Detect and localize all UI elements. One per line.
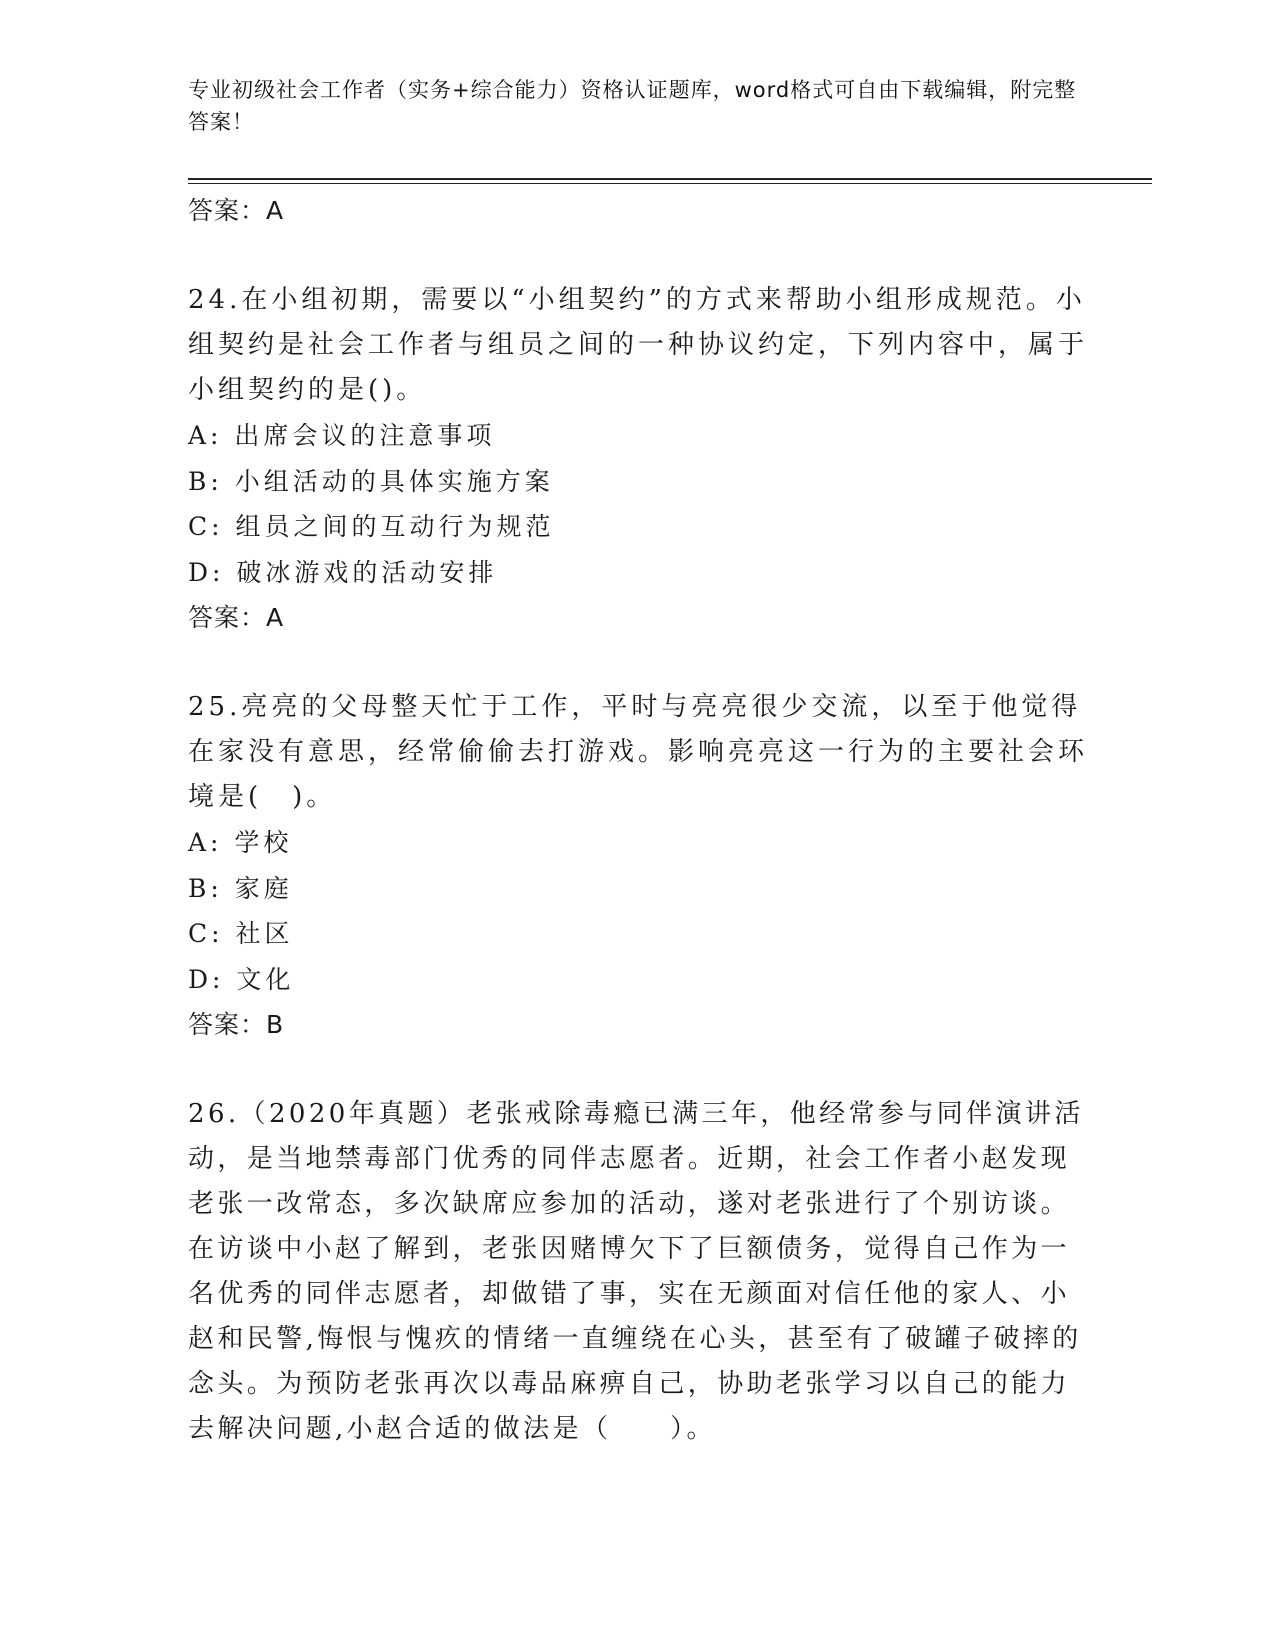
answer: 答案：A bbox=[188, 603, 285, 632]
option-c: C: 组员之间的互动行为规范 bbox=[188, 512, 555, 541]
previous-answer: 答案：A bbox=[188, 196, 285, 225]
document-body bbox=[188, 188, 1088, 1452]
answer: 答案：B bbox=[188, 1010, 285, 1039]
question-24 bbox=[188, 278, 1088, 640]
question-25 bbox=[188, 685, 1088, 1047]
question-26 bbox=[188, 1092, 1088, 1452]
header-text: 专业初级社会工作者（实务+综合能力）资格认证题库，word格式可自由下载编辑，附完整答案！ bbox=[188, 78, 1077, 134]
option-b: B: 小组活动的具体实施方案 bbox=[188, 466, 554, 496]
header-divider-thick bbox=[188, 178, 1152, 180]
header-divider-thin bbox=[188, 183, 1152, 184]
option-a: A: 学校 bbox=[188, 828, 293, 857]
question-text: 26.（2020年真题）老张戒除毒瘾已满三年，他经常参与同伴演讲活动，是当地禁毒部门优秀的同伴志愿者。近期，社会工作者小赵发现老张一改常态，多次缺席应参加的活动，遂对老张进行了个别访谈。在访谈中小赵了解到，老张因赌博欠下了巨额债务，觉得自己作为一名优秀的同伴志愿者，却做错了事，实在无颜面对信任他的家人、小赵和民警,悔恨与愧疚的情绪一直缠绕在心头，甚至有了破罐子破摔的念头。为预防老张再次以毒品麻痹自己，协助老张学习以自己的能力去解决问题,小赵合适的做法是（ ）。 bbox=[188, 1099, 1084, 1444]
question-text: 25.亮亮的父母整天忙于工作，平时与亮亮很少交流，以至于他觉得在家没有意思，经常偷偷去打游戏。影响亮亮这一行为的主要社会环境是( )。 bbox=[188, 692, 1089, 812]
option-c: C: 社区 bbox=[188, 919, 294, 948]
question-text: 24.在小组初期，需要以“小组契约”的方式来帮助小组形成规范。小组契约是社会工作者与组员之间的一种协议约定，下列内容中，属于小组契约的是()。 bbox=[188, 285, 1089, 405]
option-d: D: 破冰游戏的活动安排 bbox=[188, 557, 498, 587]
option-d: D: 文化 bbox=[188, 964, 295, 994]
page-header bbox=[188, 74, 1088, 138]
option-b: B: 家庭 bbox=[188, 873, 293, 903]
option-a: A: 出席会议的注意事项 bbox=[188, 421, 496, 450]
